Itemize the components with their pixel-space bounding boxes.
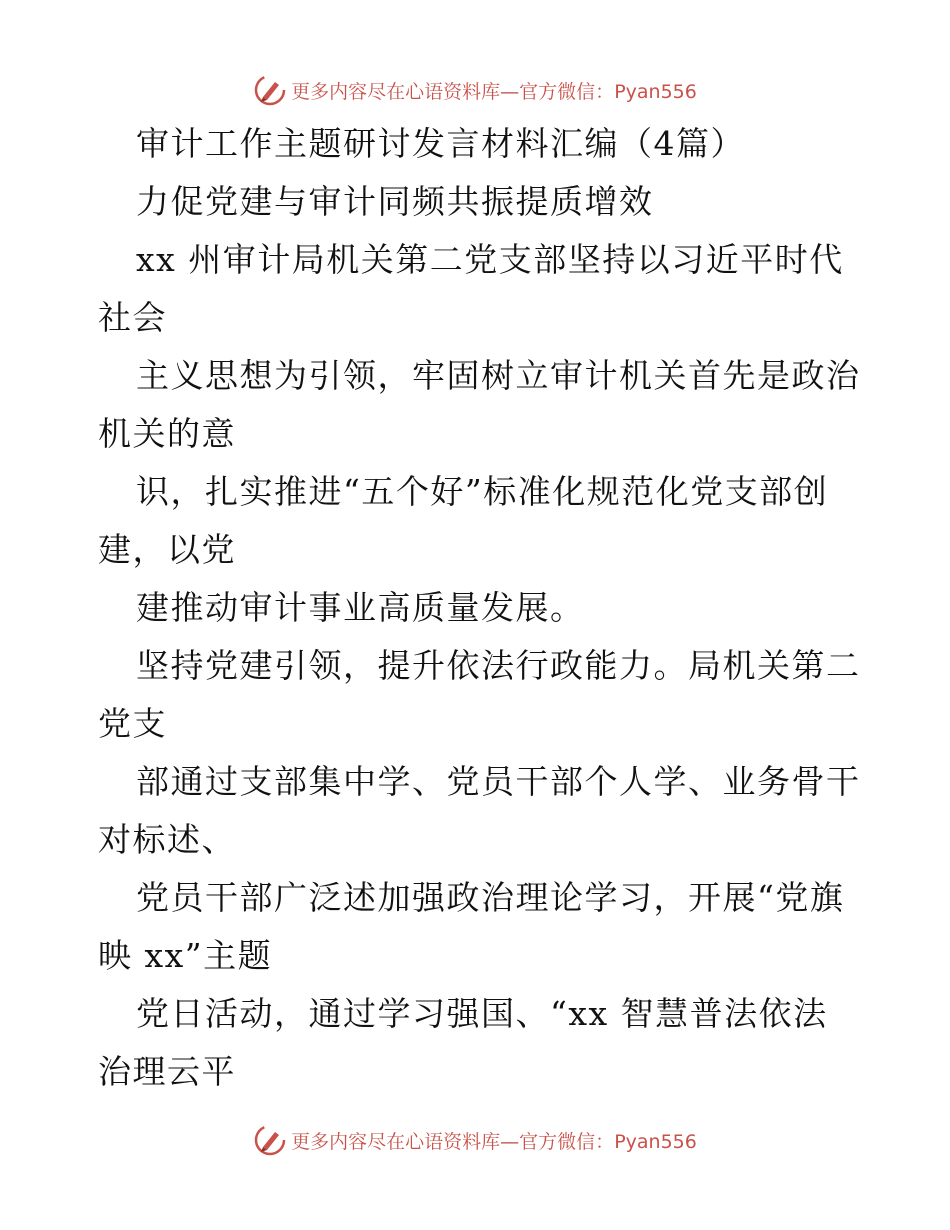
paragraph-line: 治理云平 (98, 1052, 236, 1091)
footer-dash: — (500, 1130, 520, 1153)
footer-watermark-banner (0, 1120, 950, 1160)
header-brand-text: 更多内容尽在心语资料库 (291, 80, 501, 103)
paragraph-line: xx 州审计局机关第二党支部坚持以习近平时代 (136, 240, 844, 279)
paragraph-line: 识，扎实推进“五个好”标准化规范化党支部创 (136, 472, 829, 511)
header-watermark-text (291, 77, 697, 104)
paragraph-line: 社会 (98, 298, 167, 337)
pen-nib-swirl-logo-icon (253, 73, 287, 107)
paragraph-line: 党员干部广泛述加强政治理论学习，开展“党旗 (136, 878, 845, 917)
footer-wechat-label: 官方微信： (519, 1130, 615, 1153)
paragraph-line: 党支 (98, 704, 167, 743)
paragraph-line: 坚持党建引领，提升依法行政能力。局机关第二 (136, 646, 861, 685)
header-wechat-label: 官方微信： (519, 80, 615, 103)
paragraph-line: 建推动审计事业高质量发展。 (136, 588, 585, 627)
paragraph-line: 部通过支部集中学、党员干部个人学、业务骨干 (136, 762, 861, 801)
paragraph-line: 建，以党 (98, 530, 236, 569)
paragraph-line: 映 xx”主题 (98, 936, 273, 975)
paragraph-line: 党日活动，通过学习强国、“xx 智慧普法依法 (136, 994, 828, 1033)
footer-brand-text: 更多内容尽在心语资料库 (291, 1130, 501, 1153)
document-title: 审计工作主题研讨发言材料汇编（4篇） (136, 124, 745, 163)
footer-wechat-id: Pyan556 (614, 1130, 697, 1153)
pen-nib-swirl-logo-icon (253, 1123, 287, 1157)
header-wechat-id: Pyan556 (614, 80, 697, 103)
header-watermark-banner (0, 70, 950, 110)
document-subtitle: 力促党建与审计同频共振提质增效 (136, 182, 654, 221)
paragraph-line: 对标述、 (98, 820, 236, 859)
document-body (98, 115, 861, 1101)
paragraph-line: 主义思想为引领，牢固树立审计机关首先是政治 (136, 356, 861, 395)
footer-watermark-text (291, 1127, 697, 1154)
header-dash: — (500, 80, 520, 103)
paragraph-line: 机关的意 (98, 414, 236, 453)
